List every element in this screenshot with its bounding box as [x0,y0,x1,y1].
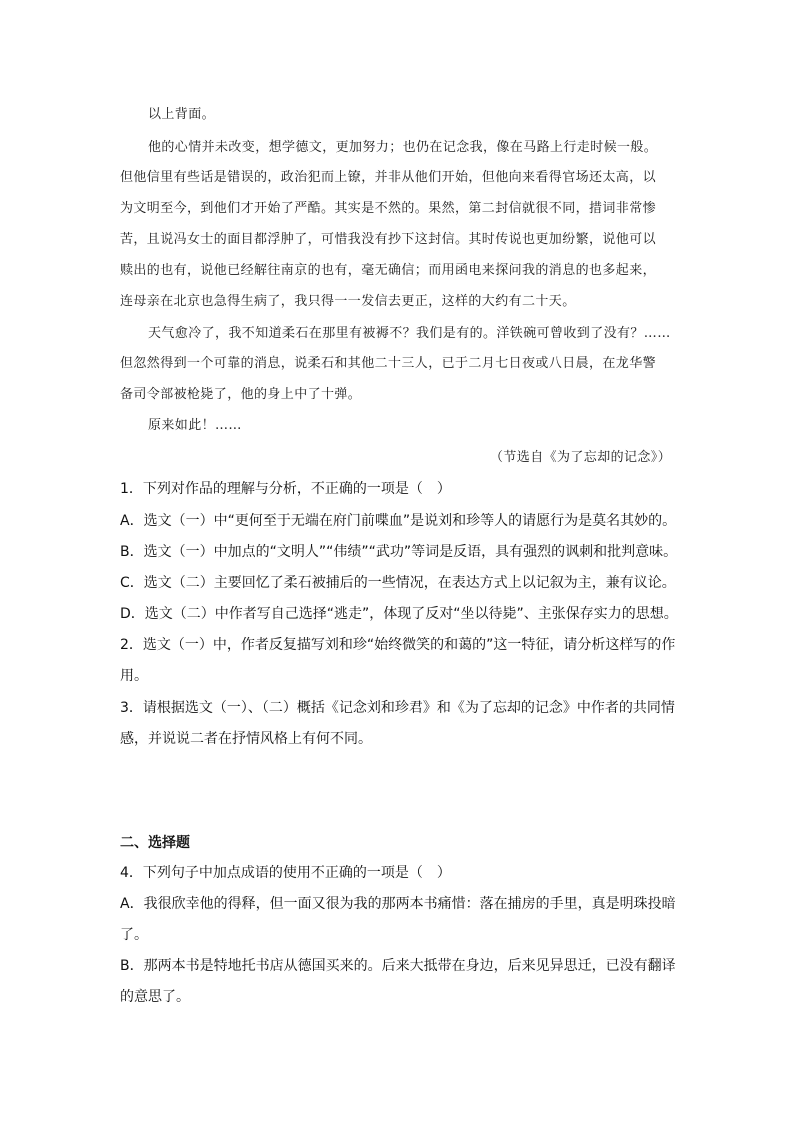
passage-line: 他的心情并未改变，想学德文，更加努力；也仍在记念我，像在马路上行走时候一般。 [148,140,658,155]
passage-line: 苦，且说冯女士的面目都浮肿了，可惜我没有抄下这封信。其时传说也更加纷繁，说他可以 [120,232,657,247]
question-option: 了。 [120,927,148,943]
passage-line: 原来如此！…… [148,418,242,433]
question-line: 2．选文（一）中，作者反复描写刘和珍“始终微笑的和蔼的”这一特征，请分析这样写的作 [120,637,676,653]
passage-line: 连母亲在北京也急得生病了，我只得一一发信去更正，这样的大约有二十天。 [120,294,576,309]
passage-source: （节选自《为了忘却的记念》） [490,450,672,465]
passage-line: 以上背面。 [148,107,216,122]
section-heading: 二、选择题 [120,835,190,851]
passage-line: 天气愈冷了，我不知道柔石在那里有被褥不？我们是有的。洋铁碗可曾收到了没有？…… [148,326,671,341]
question-option: C．选文（二）主要回忆了柔石被捕后的一些情况，在表达方式上以记叙为主，兼有议论。 [120,575,676,591]
question-option: B．那两本书是特地托书店从德国买来的。后来大抵带在身边，后来见异思迁，已没有翻译 [120,958,676,974]
question-option: A．我很欣幸他的得释，但一面又很为我的那两本书痛惜：落在捕房的手里，真是明珠投暗 [120,896,676,912]
passage-line: 但他信里有些话是错误的，政治犯而上镣，并非从他们开始，但他向来看得官场还太高，以 [120,170,657,185]
passage-line: 为文明至今，到他们才开始了严酷。其实是不然的。果然，第二封信就很不同，措词非常惨 [120,201,657,216]
question-option: D．选文（二）中作者写自己选择“逃走”，体现了反对“坐以待毙”、主张保存实力的思想。 [120,606,678,622]
passage-line: 备司令部被枪毙了，他的身上中了十弹。 [120,387,362,402]
passage-line: 赎出的也有，说他已经解往南京的也有，毫无确信；而用函电来探问我的消息的也多起来， [120,263,657,278]
question-line: 用。 [120,668,148,684]
question-line: 感，并说说二者在抒情风格上有何不同。 [120,731,372,747]
question-option: B．选文（一）中加点的“文明人”“伟绩”“武功”等词是反语，具有强烈的讽刺和批判意味。 [120,544,678,560]
question-line: 4．下列句子中加点成语的使用不正确的一项是（ ） [120,865,451,881]
question-line: 1．下列对作品的理解与分析，不正确的一项是（ ） [120,481,451,497]
question-option: A．选文（一）中“更何至于无端在府门前喋血”是说刘和珍等人的请愿行为是莫名其妙的。 [120,513,677,529]
passage-line: 但忽然得到一个可靠的消息，说柔石和其他二十三人，已于二月七日夜或八日晨，在龙华警 [120,356,657,371]
question-option: 的意思了。 [120,989,190,1005]
question-line: 3．请根据选文（一）、（二）概括《记念刘和珍君》和《为了忘却的记念》中作者的共同情 [120,700,675,716]
